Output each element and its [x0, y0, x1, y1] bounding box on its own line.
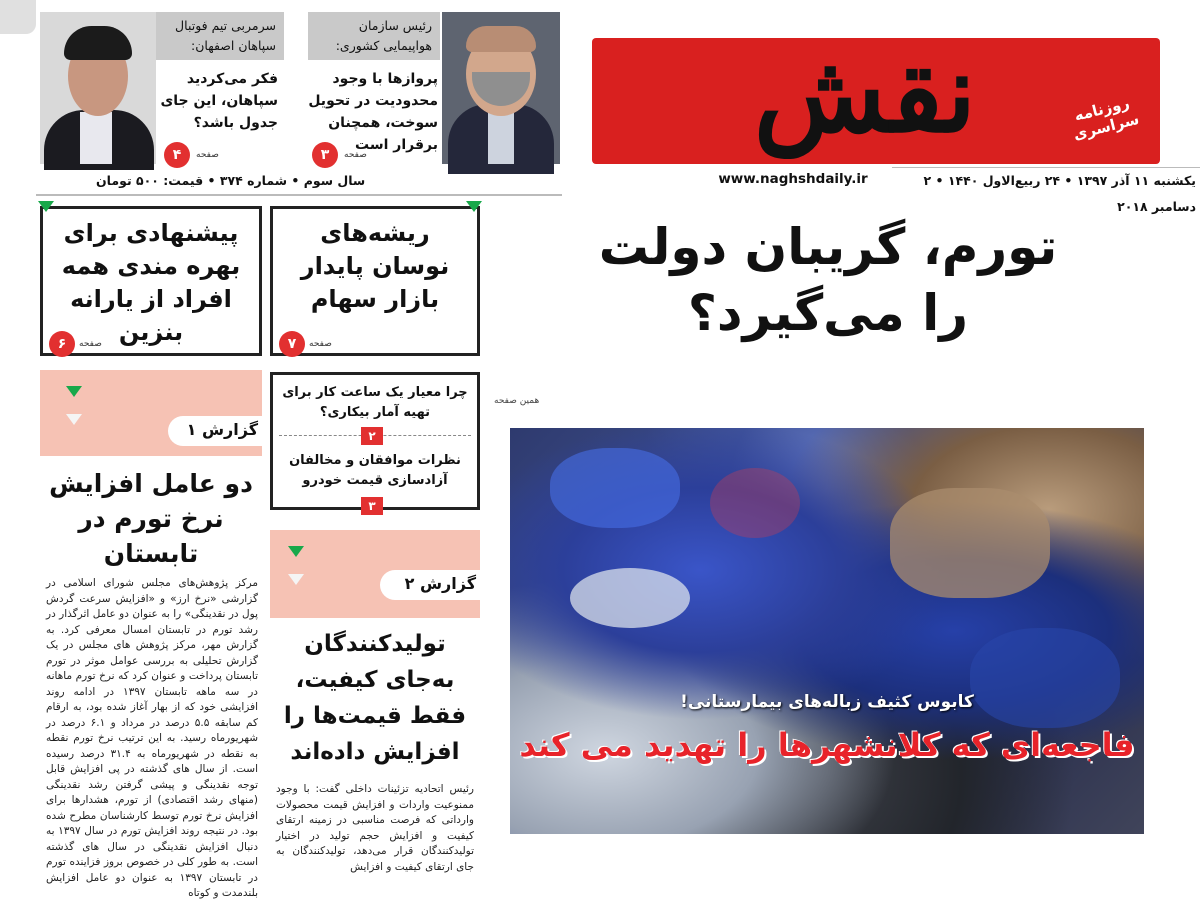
official-photo	[442, 12, 560, 164]
newspaper-logo[interactable]: نقش	[753, 31, 977, 157]
photo-kicker: کابوس کثیف زباله‌های بیمارستانی!	[680, 692, 974, 712]
page-number-badge[interactable]: ۳	[312, 142, 338, 168]
report-label: گزارش ۲	[404, 574, 476, 593]
teaser-headline[interactable]: پروازها با وجود محدودیت در تحویل سوخت، همچنان برقرار است	[308, 71, 438, 153]
main-headline[interactable]: تورم، گریبان دولت را می‌گیرد؟	[598, 218, 1058, 342]
green-triangle-icon	[38, 201, 54, 212]
page-label: صفحه	[344, 150, 367, 160]
box-headline[interactable]: ریشه‌های نوسان پایدار بازار سهام	[300, 219, 450, 313]
green-triangle-icon	[466, 201, 482, 212]
green-triangle-icon	[66, 386, 82, 397]
page-label: صفحه	[309, 339, 332, 349]
stock-market-box[interactable]	[270, 206, 480, 356]
teaser-label: سرمربی تیم فوتبال سپاهان اصفهان:	[156, 12, 284, 60]
page-number-badge[interactable]: ۲	[361, 427, 383, 445]
page-number-badge[interactable]: ۳	[361, 497, 383, 515]
report-1[interactable]	[40, 370, 262, 899]
report-headline[interactable]: تولیدکنندگان به‌جای کیفیت، فقط قیمت‌ها را افزایش داده‌اند	[283, 631, 467, 765]
same-page-label: همین صفحه	[494, 396, 540, 406]
page-label: صفحه	[79, 339, 102, 349]
teaser-label: رئیس سازمان هواپیمایی کشوری:	[308, 12, 440, 60]
report-2[interactable]	[270, 530, 480, 873]
report-label: گزارش ۱	[186, 420, 258, 439]
top-teaser-aviation[interactable]	[308, 12, 560, 164]
photo-headline[interactable]: فاجعه‌ای که کلانشهرها را تهدید می کند	[519, 726, 1135, 764]
corner-stamp	[0, 0, 36, 34]
report-body: رئیس اتحادیه تزئینات داخلی گفت: با وجود ممنوعیت واردات و افزایش قیمت محصولات وارداتی که فرصت مناسبی در زمینه ارتقای کیفیت و افزایش حجم تولید در اختیار تولیدکنندگان قرار می‌دهد، تولیدکنندگان به جای ارتقای کیفیت و افزایش	[276, 783, 474, 873]
white-triangle-icon	[288, 574, 304, 585]
website-link[interactable]: www.naghshdaily.ir	[718, 171, 868, 187]
page-number-badge[interactable]: ۴	[164, 142, 190, 168]
teaser-headline[interactable]: فکر می‌کردید سپاهان، این جای جدول باشد؟	[160, 71, 278, 131]
report-body: مرکز پژوهش‌های مجلس شورای اسلامی در گزارشی «نرخ ارز» و «افزایش سرعت گردش پول در نقدینگی» را به عنوان دو عامل اثرگذار در رشد تورم در تابستان امسال معرفی کرد. به گزارش مهر، مرکز پژوهش های مجلس در یک گزارش تحلیلی به بررسی عوامل موثر در تورم تابستان پرداخت و عنوان کرد که نرخ تورم ماهانه در سه ماهه تابستان ۱۳۹۷ در ادامه روند افزایشی خود که از بهار آغاز شده بود، به ارقام کم سابقه ۵.۵ درصد در مرداد و ۶.۱ درصد در شهریورماه رسید. به این ترتیب نرخ تورم نقطه به نقطه در شهریورماه به ۳۱.۴ درصد رسیده است. از سال های گذشته در پی افزایش قابل توجه نقدینگی و پیشی گرفتن رشد نقدینگی (منهای رشد اقتصادی) از تورم، هشدارها برای افزایش نرخ تورم توسط کارشناسان مطرح شده بود. در نتیجه روند افزایش تورم در سال ۱۳۹۷ به دنبال افزایش نقدینگی در سال های گذشته است. به طور کلی در خصوص بروز فزاینده تورم در تابستان ۱۳۹۷ به عنوان دو عامل افزایش بلندمدت و کوتاه	[46, 577, 258, 899]
page-label: صفحه	[196, 150, 219, 160]
brief-car-price[interactable]: نظرات موافقان و مخالفان آزادسازی قیمت خودرو	[289, 453, 461, 488]
briefs-box	[270, 372, 480, 513]
fuel-subsidy-box[interactable]	[40, 206, 262, 356]
page-number-badge[interactable]: ۶	[49, 331, 75, 357]
report-headline[interactable]: دو عامل افزایش نرخ تورم در تابستان	[49, 469, 253, 568]
newspaper-subtitle: روزنامه سراسری	[1071, 93, 1141, 144]
top-teaser-football[interactable]	[40, 12, 284, 164]
coach-photo	[40, 12, 156, 164]
issue-info: سال سوم • شماره ۳۷۴ • قیمت: ۵۰۰ تومان	[36, 168, 562, 196]
white-triangle-icon	[66, 414, 82, 425]
brief-unemployment[interactable]: چرا معیار یک ساعت کار برای تهیه آمار بیکاری؟	[282, 385, 468, 420]
dateline: یکشنبه ۱۱ آذر ۱۳۹۷ • ۲۴ ربیع‌الاول ۱۴۴۰ • ۲ دسامبر ۲۰۱۸	[923, 173, 1196, 214]
page-number-badge[interactable]: ۷	[279, 331, 305, 357]
green-triangle-icon	[288, 546, 304, 557]
box-headline[interactable]: پیشنهادی برای بهره مندی همه افراد از یارانه بنزین	[61, 219, 241, 346]
hospital-waste-photo[interactable]	[510, 428, 1144, 834]
